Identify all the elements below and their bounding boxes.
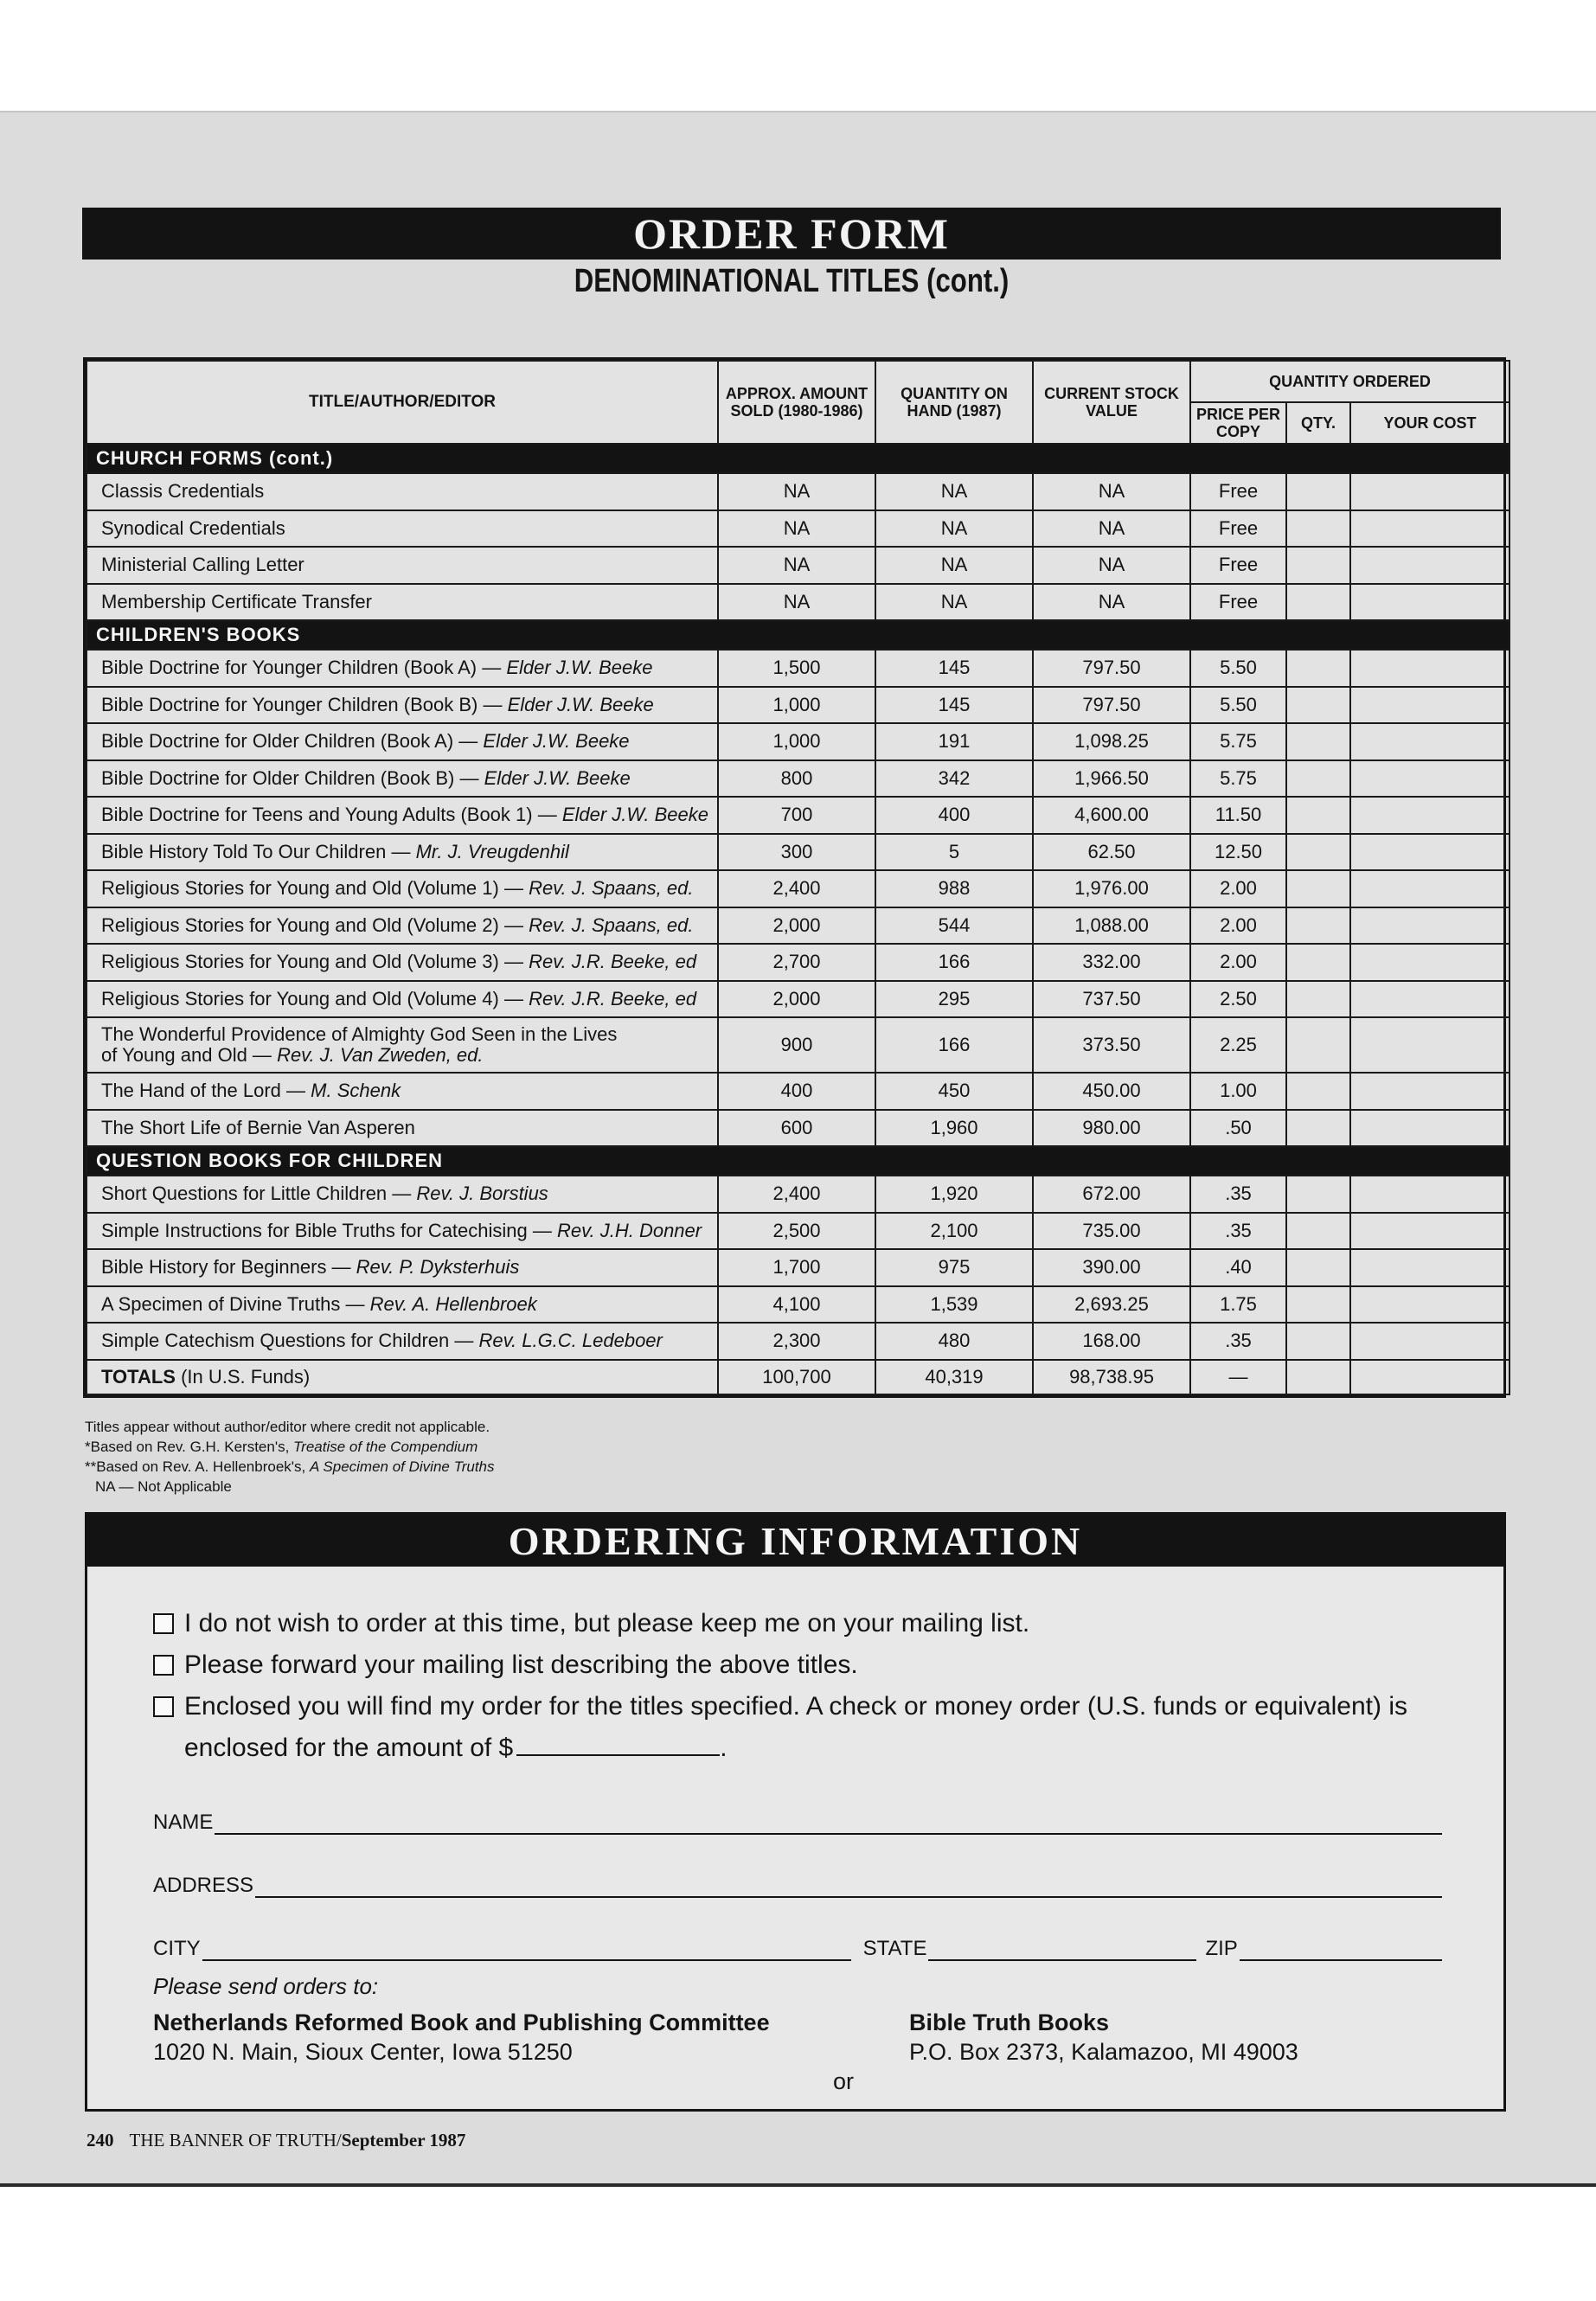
col-onhand-header: QUANTITY ON HAND (1987) bbox=[875, 361, 1033, 444]
city-state-zip-row bbox=[153, 1926, 1442, 1961]
row-title: The Wonderful Providence of Almighty God Seen in the Lives of Young and Old — Rev. J. Van Zweden, ed. bbox=[87, 1017, 718, 1073]
row-on-hand: 145 bbox=[875, 650, 1033, 687]
row-price: Free bbox=[1190, 584, 1286, 621]
footnote: NA — Not Applicable bbox=[95, 1478, 232, 1495]
row-on-hand: 975 bbox=[875, 1249, 1033, 1286]
row-price: Free bbox=[1190, 473, 1286, 510]
row-sold: 600 bbox=[718, 1110, 875, 1147]
cost-field[interactable] bbox=[1350, 1073, 1509, 1110]
table-row bbox=[87, 760, 1509, 798]
row-on-hand: 544 bbox=[875, 907, 1033, 945]
option-label: Please forward your mailing list describing the above titles. bbox=[184, 1650, 858, 1679]
address-bible-truth-books bbox=[909, 2008, 1298, 2067]
row-value: 4,600.00 bbox=[1033, 797, 1190, 834]
table-row bbox=[87, 797, 1509, 834]
row-price: 11.50 bbox=[1190, 797, 1286, 834]
publisher-street: 1020 N. Main, Sioux Center, Iowa 51250 bbox=[153, 2039, 573, 2065]
table-row bbox=[87, 723, 1509, 760]
qty-field[interactable] bbox=[1286, 1110, 1350, 1147]
row-sold: 2,700 bbox=[718, 944, 875, 981]
order-table-frame bbox=[83, 357, 1506, 1398]
footnote: *Based on Rev. G.H. Kersten's, Treatise of the Compendium bbox=[85, 1439, 478, 1455]
col-sold-header: APPROX. AMOUNT SOLD (1980-1986) bbox=[718, 361, 875, 444]
state-label: STATE bbox=[862, 1937, 927, 1960]
row-on-hand: 2,100 bbox=[875, 1213, 1033, 1250]
row-title: A Specimen of Divine Truths — Rev. A. Hellenbroek bbox=[87, 1286, 718, 1324]
row-title: Bible Doctrine for Younger Children (Book A) — Elder J.W. Beeke bbox=[87, 650, 718, 687]
qty-field[interactable] bbox=[1286, 473, 1350, 510]
row-value: 980.00 bbox=[1033, 1110, 1190, 1147]
publisher-street: P.O. Box 2373, Kalamazoo, MI 49003 bbox=[909, 2039, 1298, 2065]
no-order-checkbox[interactable] bbox=[153, 1613, 174, 1634]
cost-field[interactable] bbox=[1350, 760, 1509, 798]
totals-price: — bbox=[1190, 1360, 1286, 1394]
row-sold: 1,000 bbox=[718, 687, 875, 724]
row-on-hand: 1,920 bbox=[875, 1176, 1033, 1213]
row-value: 735.00 bbox=[1033, 1213, 1190, 1250]
row-price: 5.50 bbox=[1190, 650, 1286, 687]
row-sold: NA bbox=[718, 510, 875, 548]
publisher-name: Bible Truth Books bbox=[909, 2009, 1110, 2035]
name-label: NAME bbox=[153, 1811, 214, 1834]
row-on-hand: 166 bbox=[875, 944, 1033, 981]
qty-field[interactable] bbox=[1286, 760, 1350, 798]
table-row bbox=[87, 907, 1509, 945]
row-price: 1.00 bbox=[1190, 1073, 1286, 1110]
row-on-hand: 5 bbox=[875, 834, 1033, 871]
cost-field[interactable] bbox=[1350, 650, 1509, 687]
col-cost-header: YOUR COST bbox=[1350, 402, 1509, 444]
section-question-books: QUESTION BOOKS FOR CHILDREN bbox=[87, 1146, 1509, 1176]
row-value: 797.50 bbox=[1033, 687, 1190, 724]
row-sold: 1,700 bbox=[718, 1249, 875, 1286]
qty-field[interactable] bbox=[1286, 1176, 1350, 1213]
table-row bbox=[87, 1249, 1509, 1286]
row-title: Bible Doctrine for Teens and Young Adults (Book 1) — Elder J.W. Beeke bbox=[87, 797, 718, 834]
totals-label: TOTALS (In U.S. Funds) bbox=[87, 1360, 718, 1394]
row-sold: NA bbox=[718, 584, 875, 621]
row-on-hand: 342 bbox=[875, 760, 1033, 798]
publisher-name: Netherlands Reformed Book and Publishing Committee bbox=[153, 2009, 770, 2035]
row-sold: 2,000 bbox=[718, 981, 875, 1018]
table-row bbox=[87, 1017, 1509, 1073]
row-value: 1,976.00 bbox=[1033, 870, 1190, 907]
option-label: I do not wish to order at this time, but please keep me on your mailing list. bbox=[184, 1609, 1030, 1638]
row-price: .40 bbox=[1190, 1249, 1286, 1286]
qty-field[interactable] bbox=[1286, 1323, 1350, 1360]
col-qty-header: QTY. bbox=[1286, 402, 1350, 444]
table-row bbox=[87, 1323, 1509, 1360]
totals-cost-field[interactable] bbox=[1350, 1360, 1509, 1394]
cost-field[interactable] bbox=[1350, 870, 1509, 907]
row-sold: NA bbox=[718, 473, 875, 510]
row-on-hand: NA bbox=[875, 547, 1033, 584]
name-row bbox=[153, 1800, 1442, 1835]
city-label: CITY bbox=[153, 1937, 201, 1960]
totals-sold: 100,700 bbox=[718, 1360, 875, 1394]
table-row bbox=[87, 1286, 1509, 1324]
row-price: 5.75 bbox=[1190, 723, 1286, 760]
row-sold: 400 bbox=[718, 1073, 875, 1110]
row-title: Bible Doctrine for Older Children (Book B) — Elder J.W. Beeke bbox=[87, 760, 718, 798]
row-price: 2.00 bbox=[1190, 907, 1286, 945]
row-value: NA bbox=[1033, 547, 1190, 584]
row-value: 1,088.00 bbox=[1033, 907, 1190, 945]
cost-field[interactable] bbox=[1350, 584, 1509, 621]
send-orders-label: Please send orders to: bbox=[153, 1973, 379, 1999]
row-value: NA bbox=[1033, 473, 1190, 510]
qty-field[interactable] bbox=[1286, 1073, 1350, 1110]
cost-field[interactable] bbox=[1350, 1286, 1509, 1324]
qty-field[interactable] bbox=[1286, 870, 1350, 907]
cost-field[interactable] bbox=[1350, 1249, 1509, 1286]
cost-field[interactable] bbox=[1350, 907, 1509, 945]
row-price: 2.00 bbox=[1190, 870, 1286, 907]
cost-field[interactable] bbox=[1350, 944, 1509, 981]
ordering-info-box bbox=[85, 1512, 1506, 2112]
cost-field[interactable] bbox=[1350, 1017, 1509, 1073]
qty-field[interactable] bbox=[1286, 723, 1350, 760]
table-row bbox=[87, 547, 1509, 584]
cost-field[interactable] bbox=[1350, 547, 1509, 584]
row-sold: 2,000 bbox=[718, 907, 875, 945]
section-church-forms: CHURCH FORMS (cont.) bbox=[87, 444, 1509, 473]
row-on-hand: 145 bbox=[875, 687, 1033, 724]
row-sold: 700 bbox=[718, 797, 875, 834]
row-price: 5.50 bbox=[1190, 687, 1286, 724]
qty-field[interactable] bbox=[1286, 797, 1350, 834]
qty-field[interactable] bbox=[1286, 1249, 1350, 1286]
row-price: .50 bbox=[1190, 1110, 1286, 1147]
qty-field[interactable] bbox=[1286, 1213, 1350, 1250]
row-title: Classis Credentials bbox=[87, 473, 718, 510]
row-value: 737.50 bbox=[1033, 981, 1190, 1018]
table-row bbox=[87, 473, 1509, 510]
row-title: Short Questions for Little Children — Rev. J. Borstius bbox=[87, 1176, 718, 1213]
qty-field[interactable] bbox=[1286, 547, 1350, 584]
cost-field[interactable] bbox=[1350, 1323, 1509, 1360]
row-price: 2.25 bbox=[1190, 1017, 1286, 1073]
row-price: .35 bbox=[1190, 1213, 1286, 1250]
row-title: Synodical Credentials bbox=[87, 510, 718, 548]
row-on-hand: 988 bbox=[875, 870, 1033, 907]
row-value: NA bbox=[1033, 510, 1190, 548]
cost-field[interactable] bbox=[1350, 473, 1509, 510]
row-on-hand: NA bbox=[875, 584, 1033, 621]
row-price: 2.00 bbox=[1190, 944, 1286, 981]
address-row bbox=[153, 1863, 1442, 1898]
row-title: Religious Stories for Young and Old (Volume 3) — Rev. J.R. Beeke, ed bbox=[87, 944, 718, 981]
address-nrbpc bbox=[153, 2008, 770, 2067]
city-field[interactable] bbox=[202, 1935, 851, 1961]
row-value: 332.00 bbox=[1033, 944, 1190, 981]
row-title: Bible History Told To Our Children — Mr. J. Vreugdenhil bbox=[87, 834, 718, 871]
table-row bbox=[87, 870, 1509, 907]
totals-qty-field[interactable] bbox=[1286, 1360, 1350, 1394]
row-value: 450.00 bbox=[1033, 1073, 1190, 1110]
row-sold: 900 bbox=[718, 1017, 875, 1073]
row-title: Bible Doctrine for Older Children (Book A) — Elder J.W. Beeke bbox=[87, 723, 718, 760]
qty-field[interactable] bbox=[1286, 510, 1350, 548]
order-table bbox=[86, 360, 1510, 1395]
ordering-info-heading: ORDERING INFORMATION bbox=[87, 1515, 1503, 1567]
table-row bbox=[87, 944, 1509, 981]
row-on-hand: 450 bbox=[875, 1073, 1033, 1110]
table-row bbox=[87, 1176, 1509, 1213]
row-on-hand: 400 bbox=[875, 797, 1033, 834]
row-sold: 1,500 bbox=[718, 650, 875, 687]
row-sold: 4,100 bbox=[718, 1286, 875, 1324]
row-value: 1,098.25 bbox=[1033, 723, 1190, 760]
issue-date: September 1987 bbox=[341, 2130, 466, 2150]
row-value: 373.50 bbox=[1033, 1017, 1190, 1073]
row-value: 672.00 bbox=[1033, 1176, 1190, 1213]
row-sold: 2,500 bbox=[718, 1213, 875, 1250]
enclosed-order-checkbox[interactable] bbox=[153, 1696, 174, 1717]
name-field[interactable] bbox=[215, 1809, 1442, 1835]
row-value: 1,966.50 bbox=[1033, 760, 1190, 798]
address-field[interactable] bbox=[255, 1872, 1442, 1898]
mailing-list-checkbox[interactable] bbox=[153, 1655, 174, 1676]
option-mailing-list bbox=[153, 1644, 1456, 1686]
row-title: Religious Stories for Young and Old (Volume 2) — Rev. J. Spaans, ed. bbox=[87, 907, 718, 945]
page-footer bbox=[87, 2130, 465, 2151]
cost-field[interactable] bbox=[1350, 1176, 1509, 1213]
row-price: 5.75 bbox=[1190, 760, 1286, 798]
row-title: Ministerial Calling Letter bbox=[87, 547, 718, 584]
col-quantity-ordered-header: QUANTITY ORDERED bbox=[1190, 361, 1509, 402]
page-number: 240 bbox=[87, 2130, 114, 2150]
row-price: .35 bbox=[1190, 1176, 1286, 1213]
row-value: 797.50 bbox=[1033, 650, 1190, 687]
zip-label: ZIP bbox=[1205, 1937, 1238, 1960]
footnotes bbox=[85, 1417, 690, 1497]
row-title: Simple Instructions for Bible Truths for Catechising — Rev. J.H. Donner bbox=[87, 1213, 718, 1250]
table-row bbox=[87, 584, 1509, 621]
col-value-header: CURRENT STOCK VALUE bbox=[1033, 361, 1190, 444]
row-value: 390.00 bbox=[1033, 1249, 1190, 1286]
cost-field[interactable] bbox=[1350, 510, 1509, 548]
page-subtitle: DENOMINATIONAL TITLES (cont.) bbox=[574, 263, 1010, 299]
row-title: Bible Doctrine for Younger Children (Book B) — Elder J.W. Beeke bbox=[87, 687, 718, 724]
zip-field[interactable] bbox=[1240, 1935, 1442, 1961]
cost-field[interactable] bbox=[1350, 687, 1509, 724]
option-label: Enclosed you will find my order for the titles specified. A check or money order (U.S. funds or equivalent) is enclosed for the amount of $ . bbox=[184, 1692, 1407, 1762]
or-label: or bbox=[833, 2068, 855, 2094]
row-on-hand: 295 bbox=[875, 981, 1033, 1018]
col-title-header: TITLE/AUTHOR/EDITOR bbox=[87, 361, 718, 444]
table-row bbox=[87, 510, 1509, 548]
publication-name: THE BANNER OF TRUTH/ bbox=[129, 2130, 342, 2150]
row-on-hand: 1,960 bbox=[875, 1110, 1033, 1147]
cost-field[interactable] bbox=[1350, 797, 1509, 834]
totals-row bbox=[87, 1360, 1509, 1394]
row-price: 12.50 bbox=[1190, 834, 1286, 871]
row-value: NA bbox=[1033, 584, 1190, 621]
section-childrens-books: CHILDREN'S BOOKS bbox=[87, 620, 1509, 650]
row-sold: 300 bbox=[718, 834, 875, 871]
row-title: Religious Stories for Young and Old (Volume 1) — Rev. J. Spaans, ed. bbox=[87, 870, 718, 907]
row-on-hand: 166 bbox=[875, 1017, 1033, 1073]
table-row bbox=[87, 650, 1509, 687]
col-price-header: PRICE PER COPY bbox=[1190, 402, 1286, 444]
row-value: 62.50 bbox=[1033, 834, 1190, 871]
footnote: Titles appear without author/editor where credit not applicable. bbox=[85, 1419, 490, 1435]
table-row bbox=[87, 687, 1509, 724]
row-value: 168.00 bbox=[1033, 1323, 1190, 1360]
qty-field[interactable] bbox=[1286, 834, 1350, 871]
row-price: .35 bbox=[1190, 1323, 1286, 1360]
option-enclosed-order bbox=[153, 1686, 1456, 1769]
amount-field[interactable] bbox=[516, 1730, 720, 1756]
cost-field[interactable] bbox=[1350, 834, 1509, 871]
row-value: 2,693.25 bbox=[1033, 1286, 1190, 1324]
row-on-hand: 1,539 bbox=[875, 1286, 1033, 1324]
qty-field[interactable] bbox=[1286, 650, 1350, 687]
row-sold: 1,000 bbox=[718, 723, 875, 760]
row-title: Simple Catechism Questions for Children — Rev. L.G.C. Ledeboer bbox=[87, 1323, 718, 1360]
option-no-order bbox=[153, 1603, 1456, 1644]
row-sold: 2,400 bbox=[718, 870, 875, 907]
row-price: 2.50 bbox=[1190, 981, 1286, 1018]
qty-field[interactable] bbox=[1286, 981, 1350, 1018]
cost-field[interactable] bbox=[1350, 1110, 1509, 1147]
footnote: **Based on Rev. A. Hellenbroek's, A Specimen of Divine Truths bbox=[85, 1458, 495, 1475]
row-sold: NA bbox=[718, 547, 875, 584]
cost-field[interactable] bbox=[1350, 981, 1509, 1018]
cost-field[interactable] bbox=[1350, 723, 1509, 760]
qty-field[interactable] bbox=[1286, 1017, 1350, 1073]
row-title: The Hand of the Lord — M. Schenk bbox=[87, 1073, 718, 1110]
row-title: Religious Stories for Young and Old (Volume 4) — Rev. J.R. Beeke, ed bbox=[87, 981, 718, 1018]
cost-field[interactable] bbox=[1350, 1213, 1509, 1250]
row-sold: 2,300 bbox=[718, 1323, 875, 1360]
table-row bbox=[87, 981, 1509, 1018]
row-sold: 800 bbox=[718, 760, 875, 798]
qty-field[interactable] bbox=[1286, 1286, 1350, 1324]
table-row bbox=[87, 1110, 1509, 1147]
row-on-hand: 191 bbox=[875, 723, 1033, 760]
qty-field[interactable] bbox=[1286, 944, 1350, 981]
row-sold: 2,400 bbox=[718, 1176, 875, 1213]
qty-field[interactable] bbox=[1286, 584, 1350, 621]
row-on-hand: NA bbox=[875, 473, 1033, 510]
table-row bbox=[87, 1213, 1509, 1250]
state-field[interactable] bbox=[928, 1935, 1196, 1961]
table-row bbox=[87, 1073, 1509, 1110]
row-title: Membership Certificate Transfer bbox=[87, 584, 718, 621]
qty-field[interactable] bbox=[1286, 907, 1350, 945]
row-price: 1.75 bbox=[1190, 1286, 1286, 1324]
row-price: Free bbox=[1190, 547, 1286, 584]
row-price: Free bbox=[1190, 510, 1286, 548]
address-label: ADDRESS bbox=[153, 1874, 254, 1897]
totals-on-hand: 40,319 bbox=[875, 1360, 1033, 1394]
totals-value: 98,738.95 bbox=[1033, 1360, 1190, 1394]
order-form-banner: ORDER FORM bbox=[82, 208, 1501, 260]
row-title: Bible History for Beginners — Rev. P. Dyksterhuis bbox=[87, 1249, 718, 1286]
row-title: The Short Life of Bernie Van Asperen bbox=[87, 1110, 718, 1147]
row-on-hand: NA bbox=[875, 510, 1033, 548]
qty-field[interactable] bbox=[1286, 687, 1350, 724]
row-on-hand: 480 bbox=[875, 1323, 1033, 1360]
table-row bbox=[87, 834, 1509, 871]
